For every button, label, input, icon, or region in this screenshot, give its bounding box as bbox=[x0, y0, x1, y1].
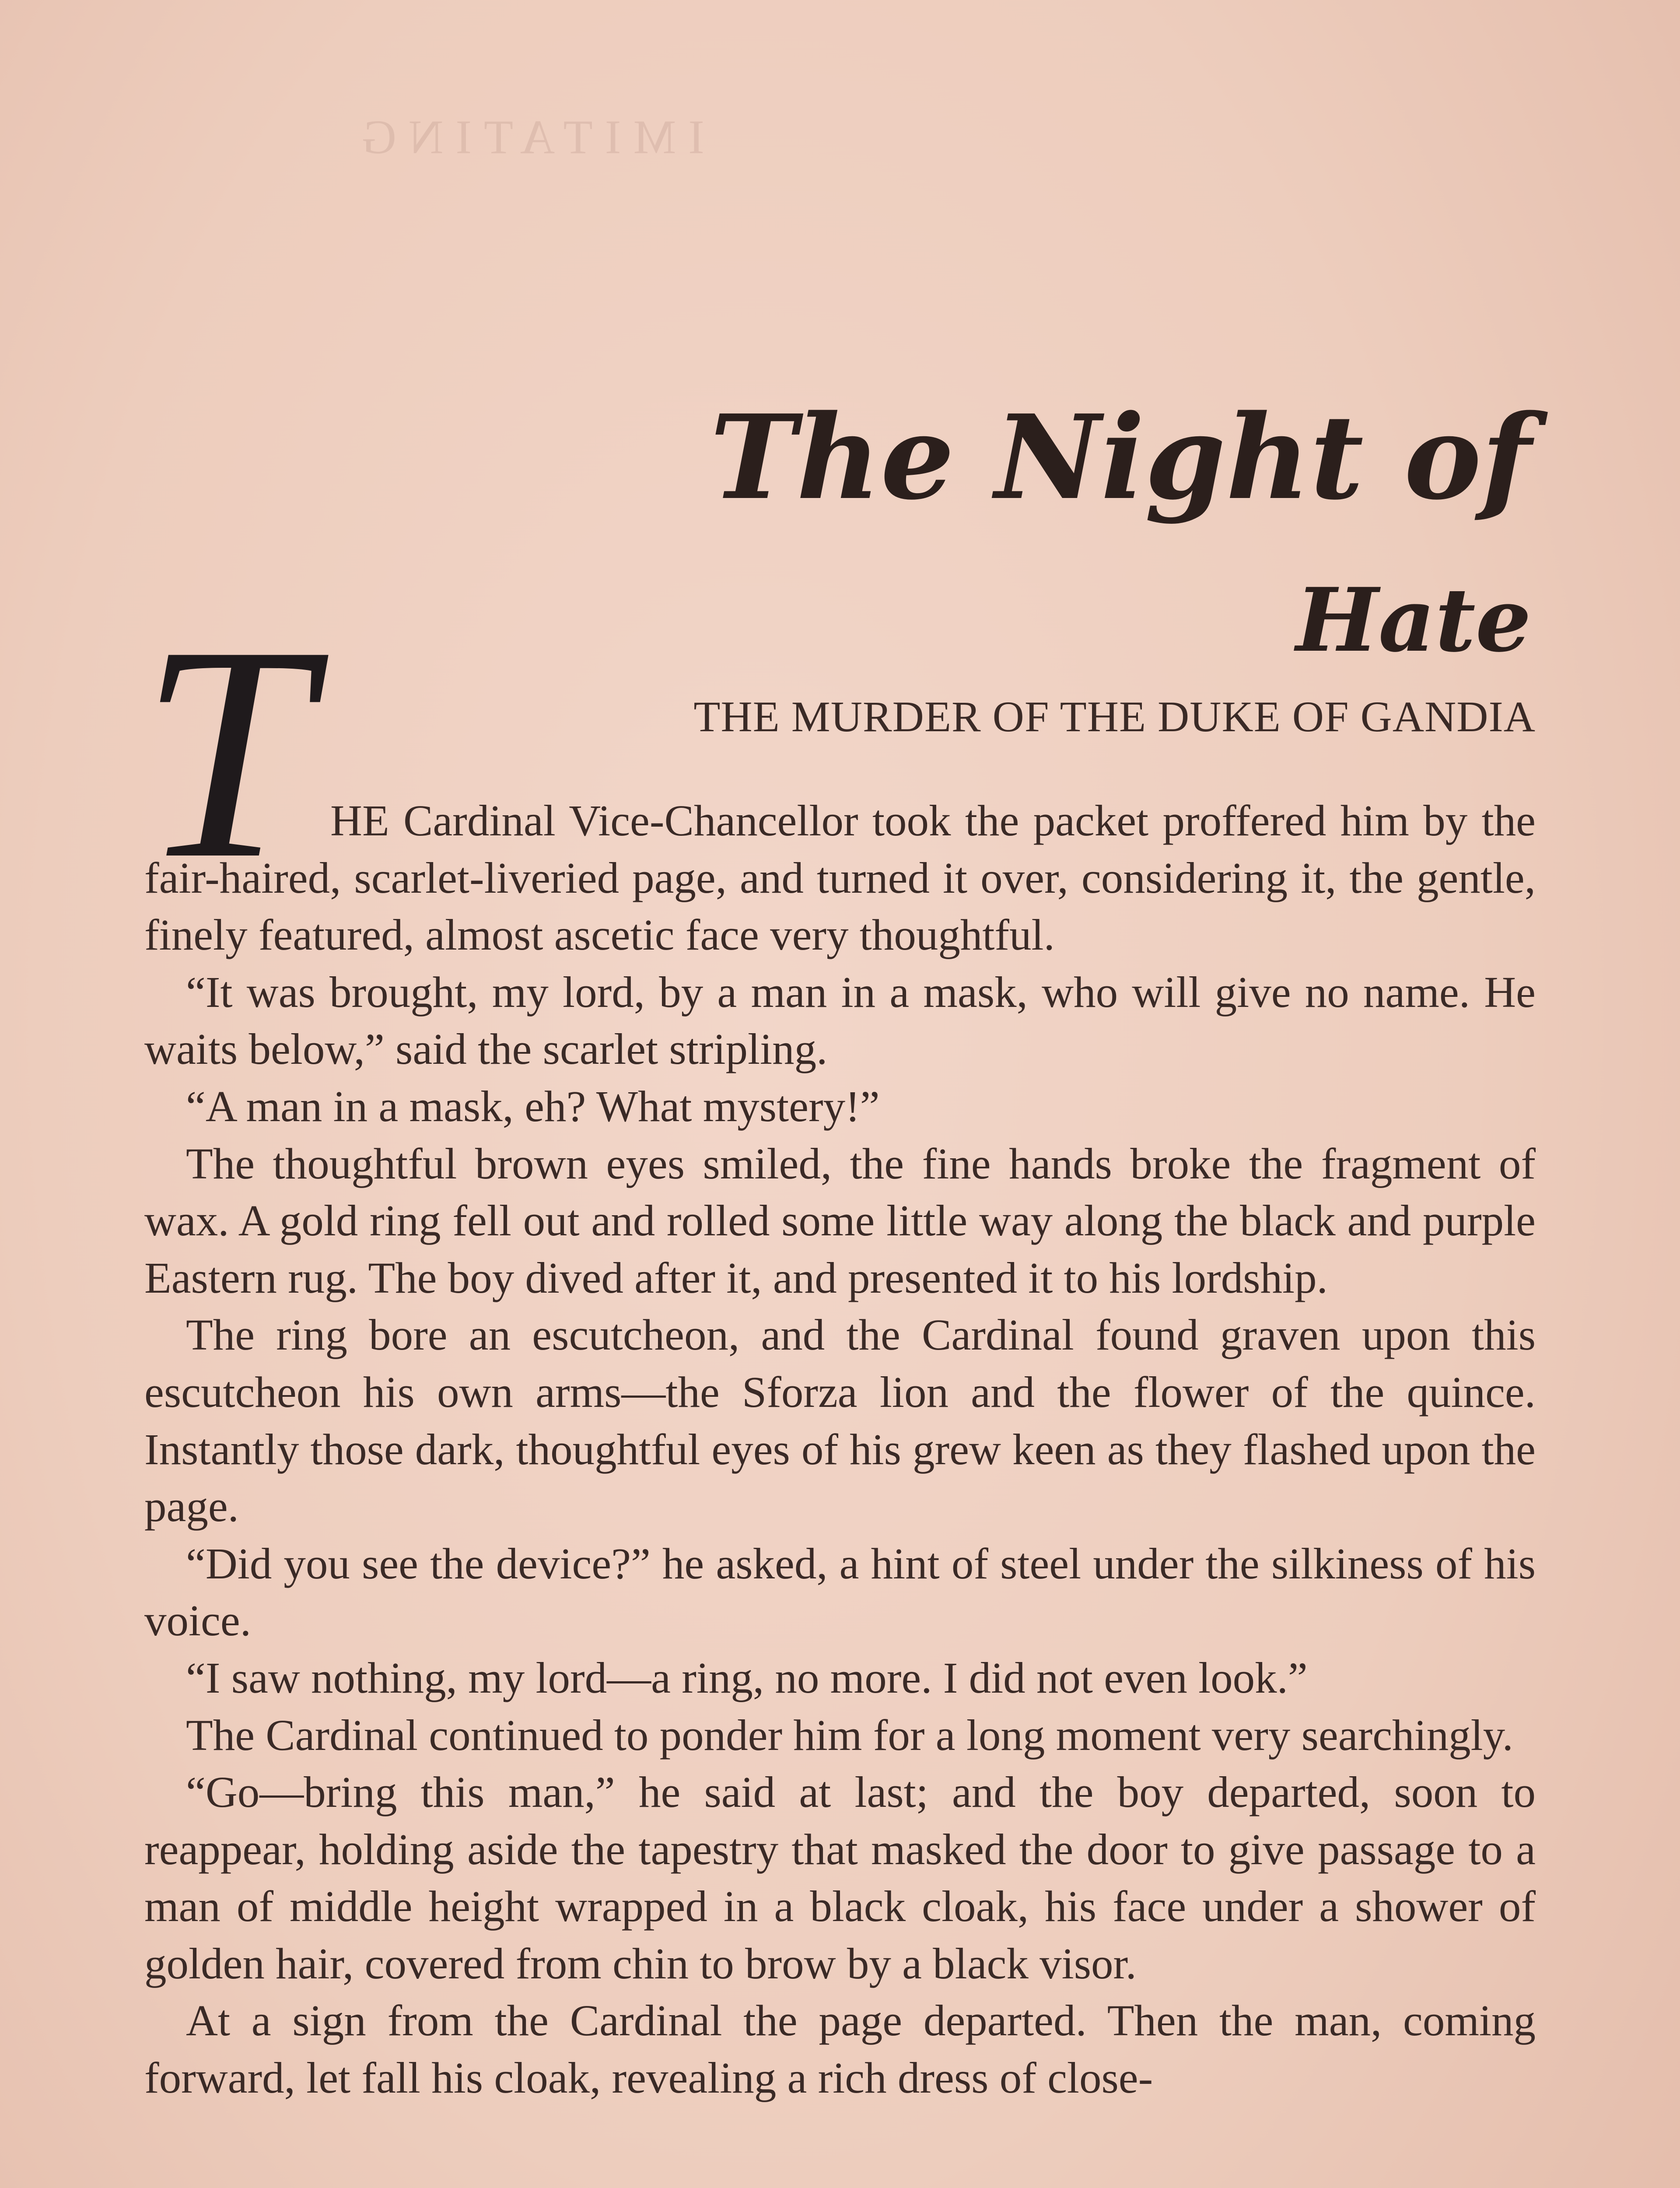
paragraph: “It was brought, my lord, by a man in a mask, who will give no name. He waits below,” said the scarlet stripling. bbox=[144, 967, 1536, 1074]
bleed-through-text: IMITATING bbox=[349, 110, 704, 164]
chapter-title-line2: Hate bbox=[1295, 569, 1531, 672]
paragraph: “Go—bring this man,” he said at last; and the boy departed, soon to reappear, holding aside the tapestry that masked the door to give passage to a man of middle height wrapped in a black cloak, his face under a shower of golden hair, covered from chin to brow by a black visor. bbox=[144, 1767, 1536, 1988]
paragraph: The Cardinal continued to ponder him for a long moment very searchingly. bbox=[186, 1710, 1513, 1760]
drop-cap: T bbox=[140, 583, 311, 922]
paragraph: At a sign from the Cardinal the page departed. Then the man, coming forward, let fall his cloak, revealing a rich dress of close- bbox=[144, 1996, 1536, 2103]
paragraph: “I saw nothing, my lord—a ring, no more. I did not even look.” bbox=[186, 1653, 1308, 1702]
chapter-subtitle: THE MURDER OF THE DUKE OF GANDIA bbox=[693, 692, 1536, 741]
chapter-title-line1: The Night of bbox=[710, 389, 1531, 526]
paragraph: The ring bore an escutcheon, and the Cardinal found graven upon this escutcheon his own arms—the Sforza lion and the flower of the quince. Instantly those dark, thoughtful eyes of his grew keen as they flashed upon the page. bbox=[144, 1310, 1536, 1531]
body-text bbox=[144, 792, 1536, 2107]
paragraph: HE Cardinal Vice-Chancellor took the packet proffered him by the fair-haired, scarlet-liveried page, and turned it over, considering it, the gentle, finely featured, almost ascetic face very thoughtful. bbox=[144, 796, 1536, 960]
paragraph: “A man in a mask, eh? What mystery!” bbox=[186, 1081, 880, 1131]
paragraph: “Did you see the device?” he asked, a hint of steel under the silkiness of his voice. bbox=[144, 1539, 1536, 1645]
paragraph: The thoughtful brown eyes smiled, the fine hands broke the fragment of wax. A gold ring fell out and rolled some little way along the black and purple Eastern rug. The boy dived after it, and presented it to his lordship. bbox=[144, 1139, 1536, 1302]
